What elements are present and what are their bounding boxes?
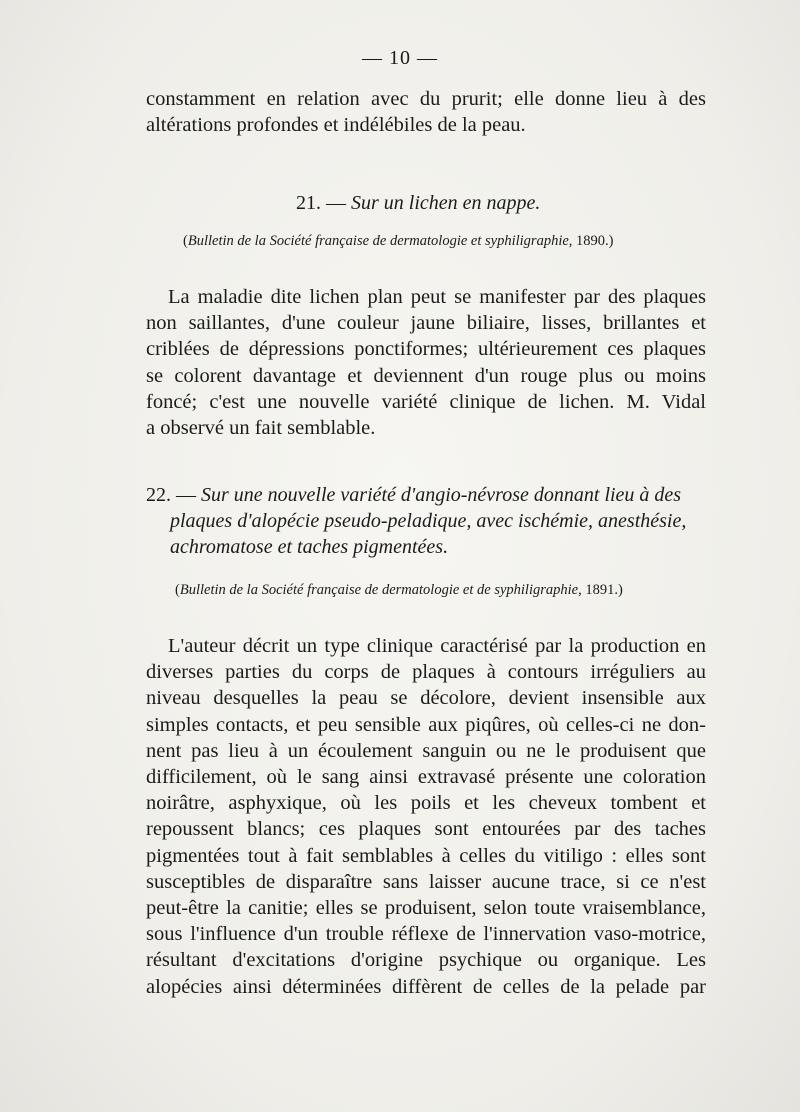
text-line: noirâtre, asphyxique, où les poils et les cheveux tombent et	[146, 792, 706, 815]
text-line: a observé un fait semblable.	[146, 417, 376, 440]
ref-year: 1891.)	[581, 582, 623, 598]
text-line: résultant d'excitations d'origine psychique ou organique. Les	[146, 949, 706, 972]
section-21-reference	[183, 233, 614, 250]
section-title-line: Sur une nouvelle variété d'angio-névrose donnant lieu à des	[201, 484, 682, 506]
section-number: 21. —	[296, 192, 346, 214]
section-22-reference	[175, 582, 623, 599]
ref-journal: Bulletin de la Société française de dermatologie et de syphiligraphie,	[179, 582, 582, 598]
text-line: L'auteur décrit un type clinique caractérisé par la production en	[168, 635, 706, 657]
text-line: sous l'influence d'un trouble réflexe de l'innervation vaso-motrice,	[146, 923, 706, 946]
text-line: foncé; c'est une nouvelle variété clinique de lichen. M. Vidal	[146, 390, 706, 413]
section-22-body	[146, 633, 706, 1000]
section-title: Sur un lichen en nappe.	[351, 192, 541, 214]
text-line: repoussent blancs; ces plaques sont entourées par des taches	[146, 818, 706, 841]
ref-year: 1890.)	[572, 233, 614, 249]
text-line: diverses parties du corps de plaques à contours irréguliers au	[146, 661, 706, 684]
text-line: niveau desquelles la peau se décolore, devient insensible aux	[146, 687, 706, 710]
text-line: criblées de dépressions ponctiformes; ultérieurement ces plaques	[146, 338, 706, 361]
intro-paragraph	[146, 86, 706, 138]
text-line: susceptibles de disparaître sans laisser aucune trace, si ce n'est	[146, 870, 706, 893]
ref-journal: Bulletin de la Société française de dermatologie et syphiligraphie,	[187, 233, 573, 249]
text-line: difficilement, où le sang ainsi extravasé présente une coloration	[146, 766, 706, 789]
page-number: — 10 —	[362, 47, 438, 69]
text-line: altérations profondes et indélébiles de la peau.	[146, 114, 526, 137]
section-21-body	[146, 284, 706, 441]
ref-open: (	[183, 233, 188, 249]
text-line: La maladie dite lichen plan peut se manifester par des plaques	[168, 286, 706, 308]
ref-open: (	[175, 582, 180, 598]
section-21-heading	[296, 192, 540, 215]
text-line: nent pas lieu à un écoulement sanguin ou ne le produisent que	[146, 739, 706, 762]
text-line: se colorent davantage et deviennent d'un rouge plus ou moins	[146, 364, 706, 387]
text-line: constamment en relation avec du prurit; elle donne lieu à des	[146, 88, 706, 110]
text-line: peut-être la canitie; elles se produisent, selon toute vraisemblance,	[146, 897, 706, 920]
section-title-line: plaques d'alopécie pseudo-peladique, avec ischémie, anesthésie,	[170, 510, 687, 532]
text-line: non saillantes, d'une couleur jaune biliaire, lisses, brillantes et	[146, 312, 706, 335]
section-22-heading	[146, 482, 706, 560]
section-title-line: achromatose et taches pigmentées.	[170, 536, 449, 558]
section-number: 22. —	[146, 484, 196, 506]
text-line: alopécies ainsi déterminées diffèrent de celles de la pelade par	[146, 975, 706, 998]
text-line: simples contacts, et peu sensible aux piqûres, où celles-ci ne don-	[146, 713, 706, 736]
text-line: pigmentées tout à fait semblables à celles du vitiligo : elles sont	[146, 844, 706, 867]
heading-line	[146, 482, 706, 508]
